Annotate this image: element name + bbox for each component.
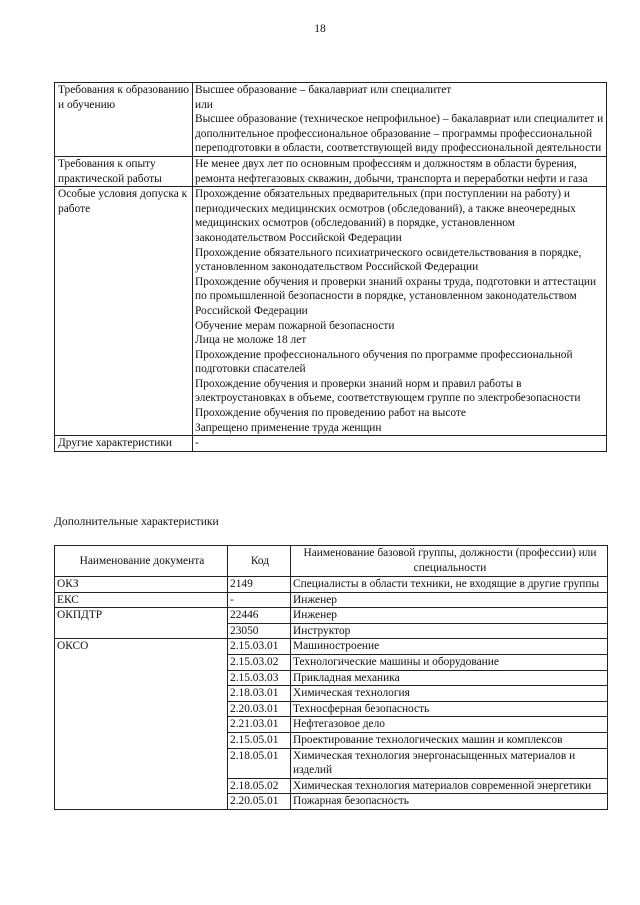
name-cell: Техносферная безопасность [291,701,608,717]
requirements-table [54,82,607,452]
table-row [55,794,608,810]
requirement-line: Прохождение обязательных предварительных (при поступлении на работу) и периодических медицинских осмотров (обследований), а также внеочередных медицинских осмотров (обследований) в порядке, установленном законодательством Российской Федерации [195,188,576,244]
section-title: Дополнительные характеристики [54,515,219,528]
doc-cell [55,686,228,702]
table-row [55,592,608,608]
header-name: Наименование базовой группы, должности (профессии) или специальности [291,546,608,577]
code-cell: 2149 [228,577,291,593]
name-cell: Химическая технология энергонасыщенных материалов и изделий [291,748,608,778]
requirements-label: Требования к опыту практической работы [55,156,193,186]
doc-cell [55,670,228,686]
doc-cell [55,794,228,810]
code-cell: 2.20.03.01 [228,701,291,717]
code-cell: 22446 [228,608,291,624]
requirements-value [193,83,607,157]
requirement-line: Лица не моложе 18 лет [195,334,307,347]
header-document: Наименование документа [55,546,228,577]
code-cell: 2.15.05.01 [228,732,291,748]
requirement-line: - [195,437,199,450]
doc-cell: ОКЗ [55,577,228,593]
code-cell: - [228,592,291,608]
requirements-row-experience [55,156,607,186]
requirements-row-special-conditions [55,187,607,436]
code-cell: 2.18.05.01 [228,748,291,778]
requirement-line: Обучение мерам пожарной безопасности [195,319,395,332]
doc-cell [55,748,228,778]
name-cell: Химическая технология [291,686,608,702]
table-row [55,748,608,778]
requirement-line: Прохождение профессионального обучения по программе профессиональной подготовки спасателей [195,348,573,376]
name-cell: Инженер [291,608,608,624]
requirements-label: Требования к образованию и обучению [55,83,193,157]
code-cell: 2.15.03.02 [228,654,291,670]
doc-cell: ОКСО [55,639,228,655]
requirements-row-other [55,436,607,452]
name-cell: Машиностроение [291,639,608,655]
requirement-line: Не менее двух лет по основным профессиям и должностям в области бурения, ремонта нефтегазовых скважин, добычи, транспорта и переработки нефти и газа [195,157,588,185]
requirement-line: или [195,98,213,111]
requirement-line: Запрещено применение труда женщин [195,421,382,434]
table-row [55,654,608,670]
requirement-line: Прохождение обучения и проверки знаний охраны труда, подготовки и аттестации по промышленной безопасности в порядке, установленном законодательством Российской Федерации [195,275,597,317]
code-cell: 2.15.03.03 [228,670,291,686]
doc-cell [55,717,228,733]
requirements-value [193,187,607,436]
page-number: 18 [314,23,326,35]
table-row [55,701,608,717]
header-code: Код [228,546,291,577]
requirement-line: Прохождение обучения и проверки знаний норм и правил работы в электроустановках в объеме, соответствующем группе по электробезопасности [195,377,581,405]
code-cell: 2.15.03.01 [228,639,291,655]
table-row [55,778,608,794]
doc-cell [55,778,228,794]
code-cell: 23050 [228,623,291,639]
code-cell: 2.18.05.02 [228,778,291,794]
table-row [55,623,608,639]
table-row [55,717,608,733]
name-cell: Прикладная механика [291,670,608,686]
requirements-row-education [55,83,607,157]
table-row [55,670,608,686]
name-cell: Пожарная безопасность [291,794,608,810]
requirements-label: Другие характеристики [55,436,193,452]
requirements-value [193,436,607,452]
requirement-line: Высшее образование – бакалавриат или специалитет [195,84,452,96]
doc-cell: ЕКС [55,592,228,608]
table-row [55,732,608,748]
table-row [55,686,608,702]
doc-cell [55,732,228,748]
name-cell: Нефтегазовое дело [291,717,608,733]
name-cell: Инструктор [291,623,608,639]
table-row [55,608,608,624]
requirement-line: Прохождение обучения по проведению работ на высоте [195,407,466,420]
code-cell: 2.21.03.01 [228,717,291,733]
requirement-line: Прохождение обязательного психиатрического освидетельствования в порядке, установленном законодательством Российской Федерации [195,246,582,274]
name-cell: Инженер [291,592,608,608]
name-cell: Технологические машины и оборудование [291,654,608,670]
doc-cell [55,701,228,717]
doc-cell [55,654,228,670]
table-row [55,639,608,655]
code-cell: 2.18.03.01 [228,686,291,702]
name-cell: Проектирование технологических машин и комплексов [291,732,608,748]
table-header-row [55,546,608,577]
name-cell: Химическая технология материалов современной энергетики [291,778,608,794]
code-cell: 2.20.05.01 [228,794,291,810]
requirements-label: Особые условия допуска к работе [55,187,193,436]
name-cell: Специалисты в области техники, не входящие в другие группы [291,577,608,593]
table-row [55,577,608,593]
requirements-value [193,156,607,186]
doc-cell [55,623,228,639]
doc-cell: ОКПДТР [55,608,228,624]
requirement-line: Высшее образование (техническое непрофильное) – бакалавриат или специалитет и дополнительное профессиональное образование – программы профессиональной переподготовки в области, соответствующей виду профессиональной деятельности [195,113,604,155]
additional-characteristics-table [54,545,608,810]
